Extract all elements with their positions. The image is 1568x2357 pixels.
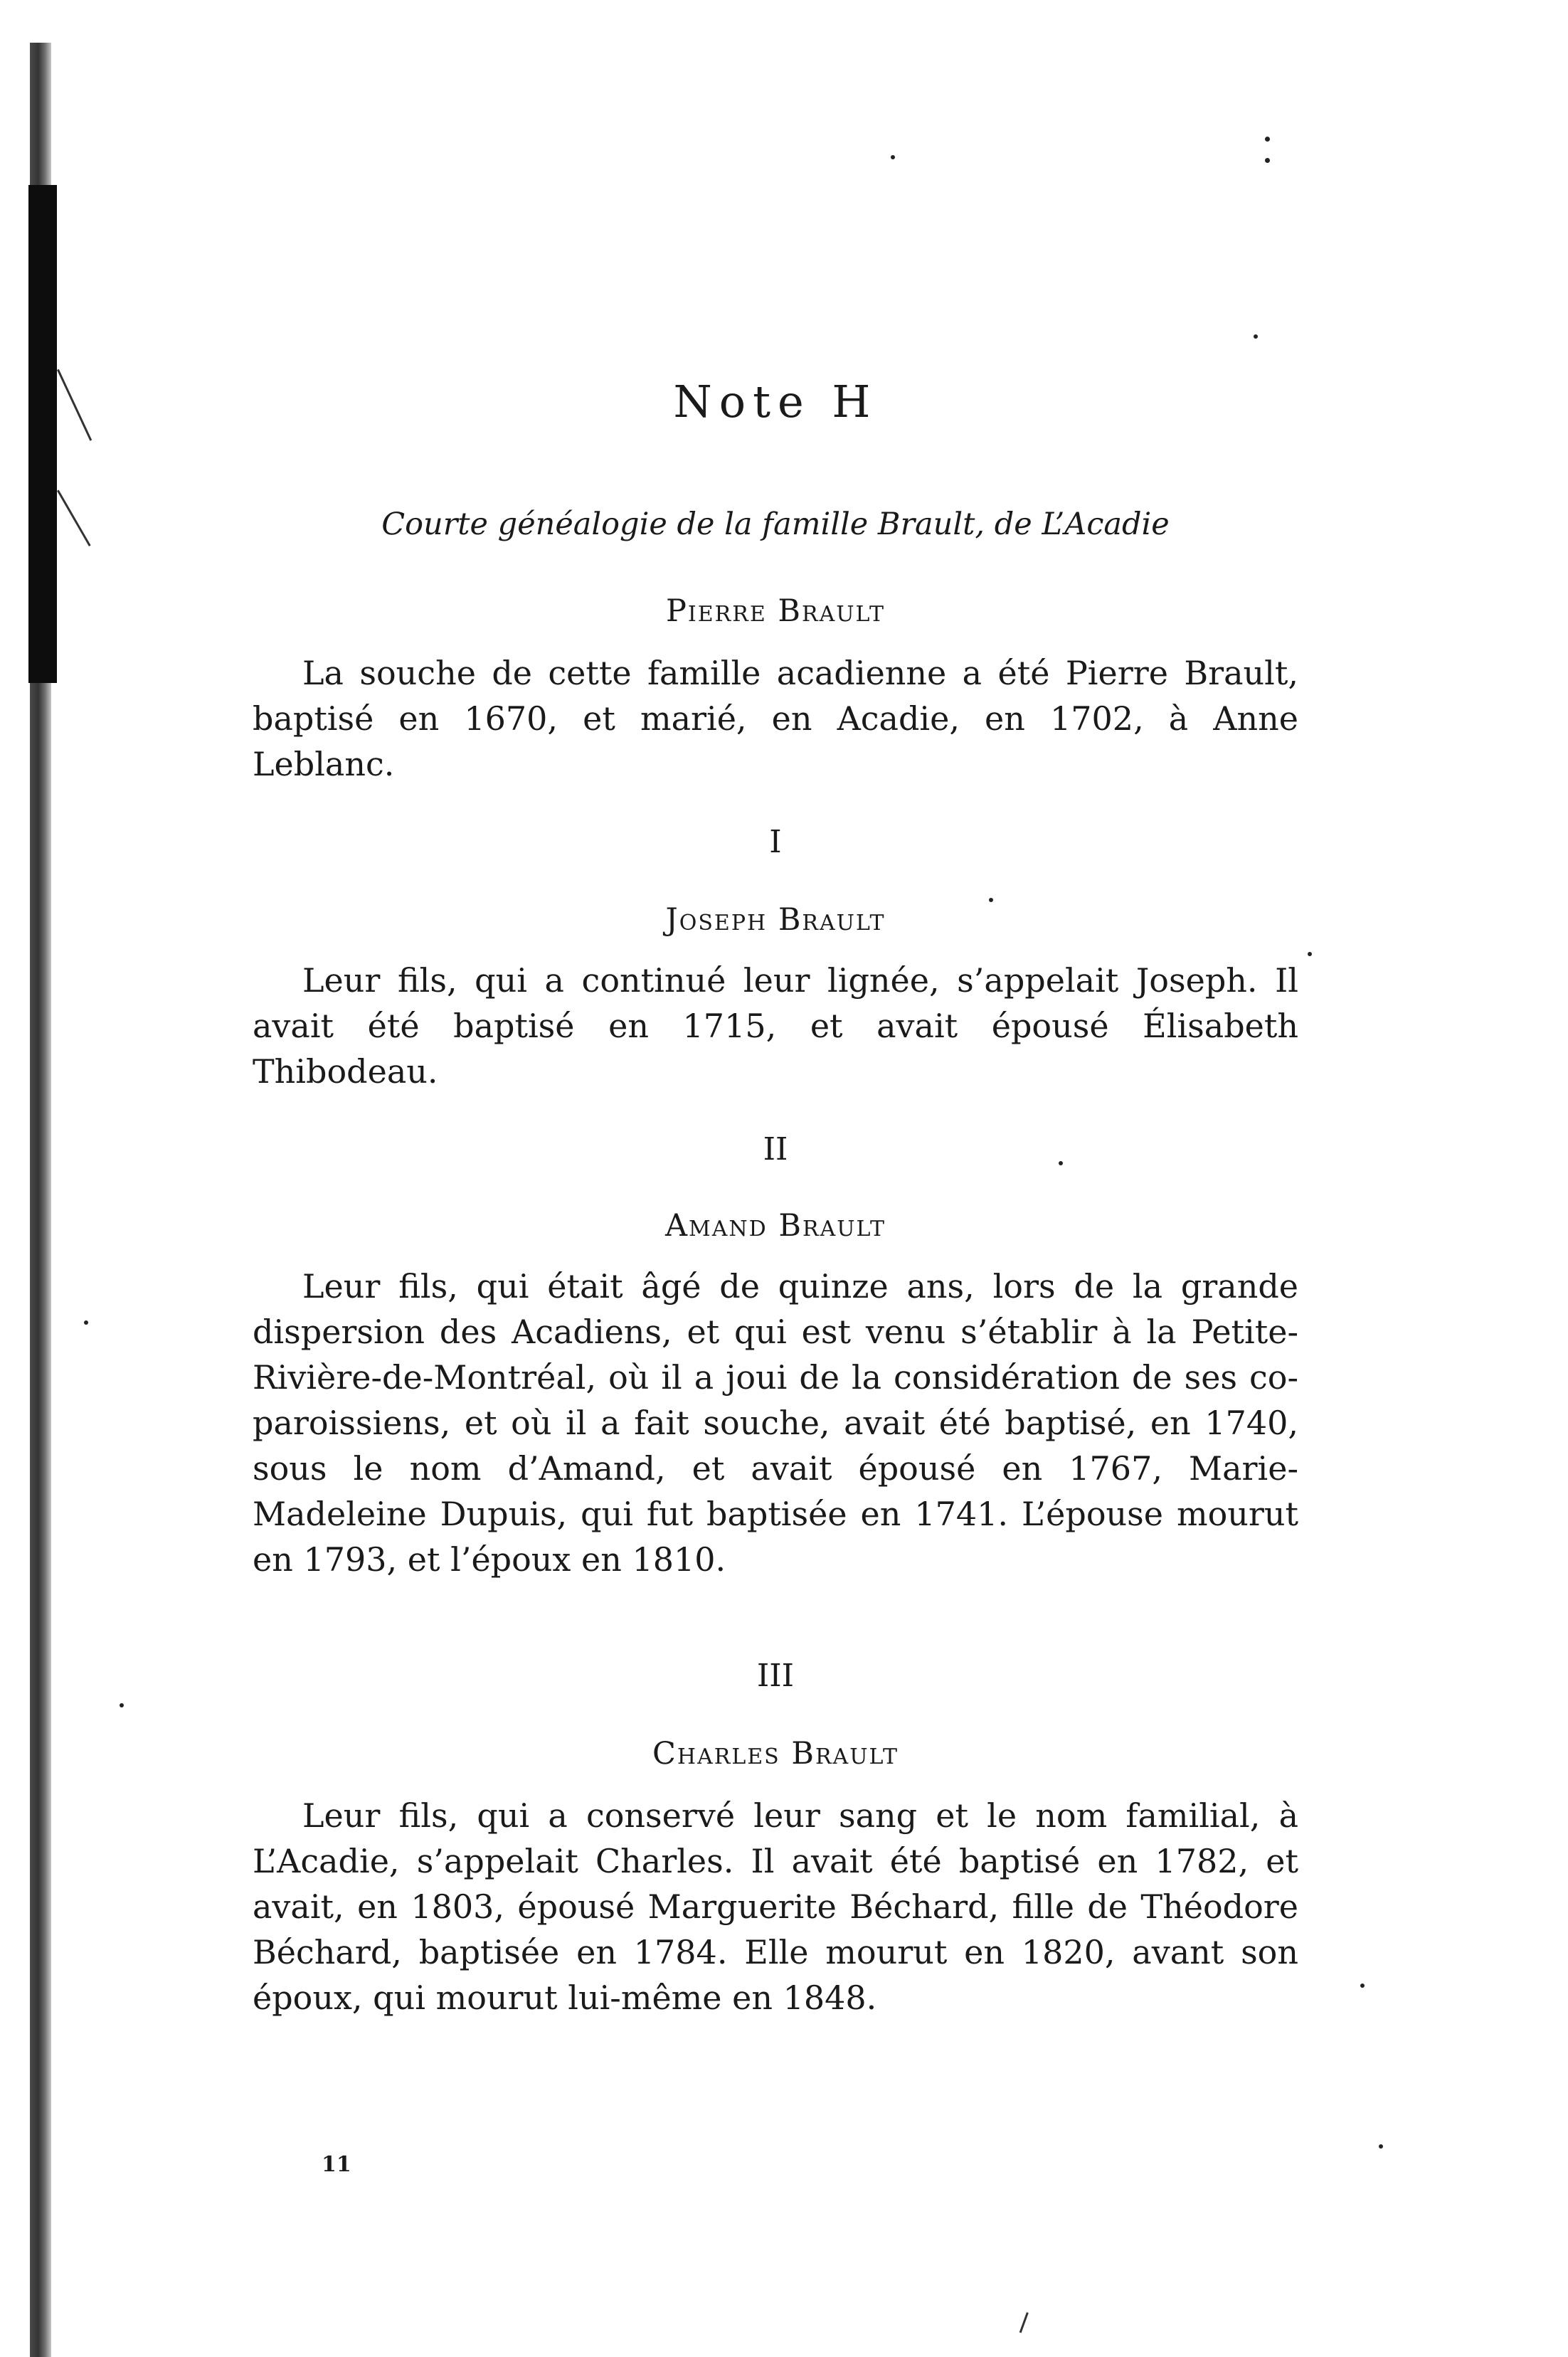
scan-mark [57,369,92,441]
section-number-3: III [756,1658,795,1694]
scan-mark [1379,2144,1383,2149]
scan-mark [1254,334,1258,339]
section-heading-joseph: Joseph Brault [665,902,886,938]
scan-mark [84,1320,88,1325]
scan-mark [1019,2312,1029,2333]
scan-mark [1308,952,1312,956]
section-number-2: II [763,1131,788,1167]
note-subtitle: Courte généalogie de la famille Brault, de L’Acadie [381,507,1170,542]
section-number-1: I [769,824,782,860]
section-heading-pierre: Pierre Brault [665,593,886,629]
note-title: Note H [673,376,878,428]
scan-mark [891,155,895,159]
scan-mark [1265,137,1270,142]
page-number: 11 [322,2152,351,2177]
scan-mark [1360,1983,1365,1988]
section-heading-charles: Charles Brault [652,1736,899,1771]
paragraph-charles: Leur fils, qui a conservé leur sang et le nom familial, à L’Acadie, s’appelait Charles. Il avait été baptisé en 1782, et avait, en 1803, épousé Marguerite Béchard, fille de Théodore Béchard, baptisée en 1784. Elle mourut en 1820, avant son époux, qui mourut lui-même en 1848. [253,1796,1298,2017]
scan-mark [120,1703,124,1707]
scan-mark [1265,158,1270,163]
paragraph-joseph: Leur fils, qui a continué leur lignée, s’appelait Joseph. Il avait été baptisé en 1715, et avait épousé Élisabeth Thibodeau. [253,961,1298,1091]
paragraph-pierre: La souche de cette famille acadienne a été Pierre Brault, baptisé en 1670, et marié, en Acadie, en 1702, à Anne Leblanc. [253,654,1298,783]
binding-edge-shadow [28,185,57,683]
paragraph-amand: Leur fils, qui était âgé de quinze ans, lors de la grande dispersion des Acadiens, et qui est venu s’établir à la Petite-Rivière-de-Montréal, où il a joui de la considération de ses co-paroissiens, et où il a fait souche, avait été baptisé, en 1740, sous le nom d’Amand, et avait épousé en 1767, Marie-Madeleine Dupuis, qui fut baptisée en 1741. L’épouse mourut en 1793, et l’époux en 1810. [253,1267,1298,1579]
scan-mark [57,490,91,546]
section-heading-amand: Amand Brault [664,1208,886,1244]
